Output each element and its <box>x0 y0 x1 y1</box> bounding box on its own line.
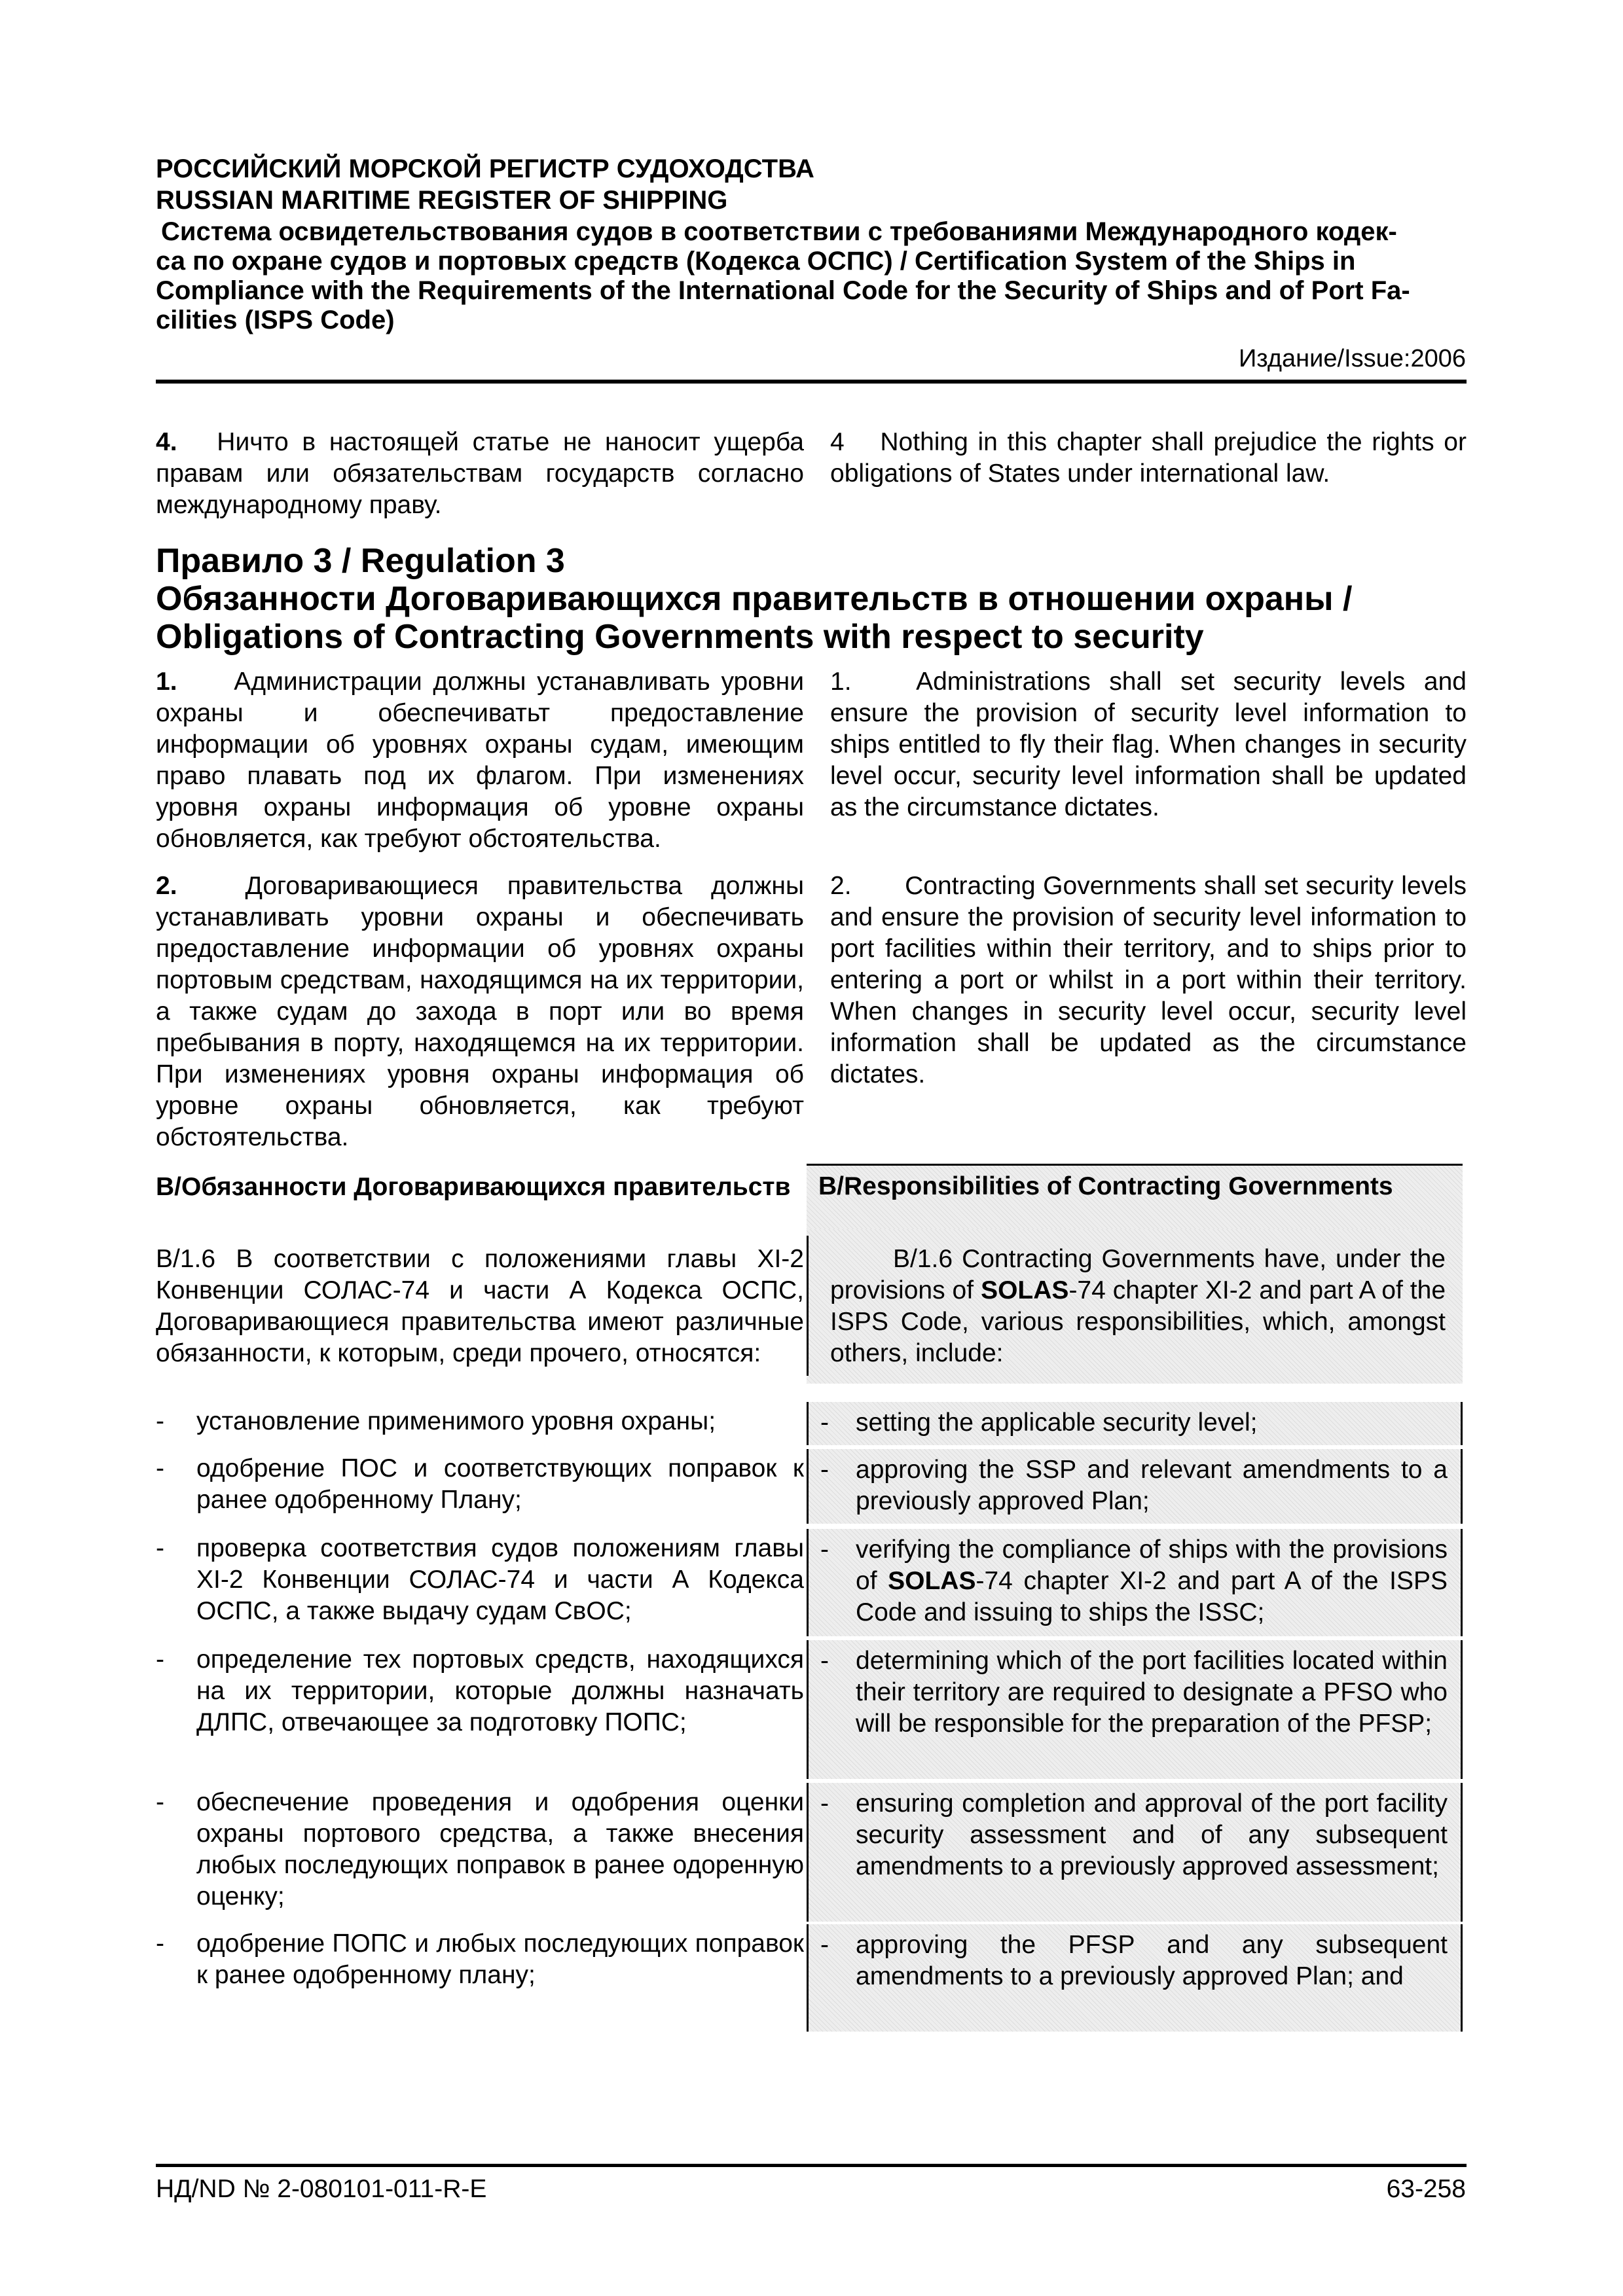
list-item-ru-text: обеспечение проведения и одобрения оценки охраны портового средства, а также внесения любых последующих поправок в ранее одоренную оценку; <box>196 1788 804 1910</box>
list-item-en-text: determining which of the port facilities located within their territory are required to designate a PFSO who will be responsible for the preparation of the PFSP; <box>856 1647 1448 1738</box>
list-dash: - <box>820 1535 829 1564</box>
document-number: НД/ND № 2-080101-011-R-E <box>156 2175 487 2203</box>
list-item-en <box>807 1449 1463 1524</box>
regulation-subtitle-ru: Обязанности Договаривающихся правительств в отношении охраны / <box>156 580 1353 618</box>
regulation-subtitle-en: Obligations of Contracting Governments with respect to security <box>156 618 1204 656</box>
list-item-en <box>807 1783 1463 1922</box>
box-left-border <box>807 1236 809 1376</box>
subtitle-line: Compliance with the Requirements of the International Code for the Security of Ships and of Port Fa- <box>156 276 1410 305</box>
item3-en-b: -74 chapter XI-2 and part A of the ISPS Code and issuing to ships the ISSC; <box>856 1567 1448 1626</box>
page-number: 63-258 <box>1386 2175 1466 2203</box>
list-dash: - <box>820 1931 829 1959</box>
list-item-en-text: approving the PFSP and any subsequent amendments to a previously approved Plan; and <box>856 1931 1448 1990</box>
list-dash: - <box>156 1788 164 1816</box>
list-item-en <box>807 1529 1463 1636</box>
para2-ru-number: 2. <box>156 872 177 900</box>
list-dash: - <box>820 1647 829 1675</box>
para1-ru-number: 1. <box>156 668 177 696</box>
para4-en-text: Nothing in this chapter shall prejudice the rights or obligations of States under international law. <box>830 428 1467 488</box>
item3-en-solas: SOLAS <box>888 1567 976 1595</box>
header-divider <box>156 380 1467 384</box>
regulation-heading <box>156 542 1467 656</box>
list-item-ru-text: одобрение ПОПС и любых последующих поправок к ранее одобренному плану; <box>196 1929 804 1989</box>
list-item-en <box>807 1640 1463 1779</box>
list-dash: - <box>820 1408 829 1437</box>
list-item-en-text <box>856 1534 1448 1628</box>
list-item-en-text: setting the applicable security level; <box>856 1408 1258 1437</box>
b16-en-solas: SOLAS <box>981 1276 1069 1304</box>
list-dash: - <box>156 1929 164 1958</box>
list-item-ru-text: определение тех портовых средств, находящихся на их территории, которые должны назначать ДЛПС, отвечающее за подготовку ПОПС; <box>196 1645 804 1736</box>
para2-en-number: 2. <box>830 872 852 900</box>
para2-ru-text: Договаривающиеся правительства должны устанавливать уровни охраны и обеспечивать предоставление информации об уровнях охраны портовым средствам, находящимся на их территории, а также судам до захода в порт или во время пребывания в порту, находящемся на их территории. При изменениях уровня охраны информация об уровне охраны обновляется, как требуют обстоятельства. <box>156 872 804 1151</box>
list-dash: - <box>156 1407 164 1435</box>
list-item-en <box>807 1924 1463 2032</box>
partb-heading-ru: B/Обязанности Договаривающихся правительств <box>156 1173 791 1201</box>
list-dash: - <box>156 1645 164 1674</box>
b16-en-text-b: -74 chapter XI-2 and part A of the ISPS Code, various responsibilities, which, amongst others, include: <box>830 1276 1446 1367</box>
regulation-title: Правило 3 / Regulation 3 <box>156 542 565 580</box>
partb-heading-en: B/Responsibilities of Contracting Governments <box>818 1172 1393 1200</box>
list-dash: - <box>820 1789 829 1818</box>
b16-en-box <box>807 1229 1463 1384</box>
list-dash: - <box>820 1456 829 1484</box>
list-dash: - <box>156 1454 164 1482</box>
list-item-en-text: approving the SSP and relevant amendments to a previously approved Plan; <box>856 1456 1448 1515</box>
b16-ru-text: B/1.6 В соответствии с положениями главы XI-2 Конвенции СОЛАС-74 и части А Кодекса ОСПС, Договаривающиеся правительства имеют различные обязанности, к которым, среди прочего, относятся: <box>156 1245 804 1367</box>
para2-en-text: Contracting Governments shall set security levels and ensure the provision of security level information to port facilities within their territory, and to ships prior to entering a port or whilst in a port within their territory. When changes in security level occur, security level information shall be updated as the circumstance dictates. <box>830 872 1467 1088</box>
para4-en-number: 4 <box>830 428 845 456</box>
b16-en-text <box>830 1244 1446 1369</box>
subtitle-line: cilities (ISPS Code) <box>156 306 395 334</box>
para1-ru-text: Администрации должны устанавливать уровни охраны и обеспечиватьт предоставление информации об уровнях охраны судам, имеющим право плавать под их флагом. При изменениях уровня охраны информация об уровне охраны обновляется, как требуют обстоятельства. <box>156 668 804 853</box>
register-title-ru: РОССИЙСКИЙ МОРСКОЙ РЕГИСТР СУДОХОДСТВА <box>156 154 814 183</box>
para1-en-text: Administrations shall set security levels and ensure the provision of security level information to ships entitled to fly their flag. When changes in security level occur, security level information shall be updated as the circumstance dictates. <box>830 668 1467 821</box>
subtitle-line: са по охране судов и портовых средств (Кодекса ОСПС) / Certification System of the Ships in <box>156 247 1356 276</box>
para1-en-number: 1. <box>830 668 852 696</box>
footer-divider <box>156 2164 1467 2167</box>
para4-ru-number: 4. <box>156 428 177 456</box>
list-item-en <box>807 1402 1463 1445</box>
list-item-en-text: ensuring completion and approval of the port facility security assessment and of any subsequent amendments to a previously approved assessment; <box>856 1789 1448 1880</box>
subtitle-line: Система освидетельствования судов в соответствии с требованиями Международного кодек- <box>161 217 1397 246</box>
list-dash: - <box>156 1534 164 1562</box>
partb-heading-en-box <box>807 1164 1463 1229</box>
list-item-ru-text: установление применимого уровня охраны; <box>196 1407 716 1435</box>
list-item-ru-text: одобрение ПОС и соответствующих поправок к ранее одобренному Плану; <box>196 1454 804 1514</box>
para4-ru-text: Ничто в настоящей статье не наносит ущерба правам или обязательствам государств согласно международному праву. <box>156 428 804 519</box>
issue-label: Издание/Issue:2006 <box>1238 345 1466 372</box>
list-item-ru-text: проверка соответствия судов положениям главы XI-2 Конвенции СОЛАС-74 и части А Кодекса ОСПС, а также выдачу судам СвОС; <box>196 1534 804 1625</box>
b16-en-text-a: B/1.6 Contracting Governments have, under the provisions of <box>830 1245 1446 1304</box>
item3-en-a: verifying the compliance of ships with the provisions of <box>856 1535 1448 1595</box>
document-subtitle <box>156 217 1465 335</box>
register-title-en: RUSSIAN MARITIME REGISTER OF SHIPPING <box>156 186 728 215</box>
